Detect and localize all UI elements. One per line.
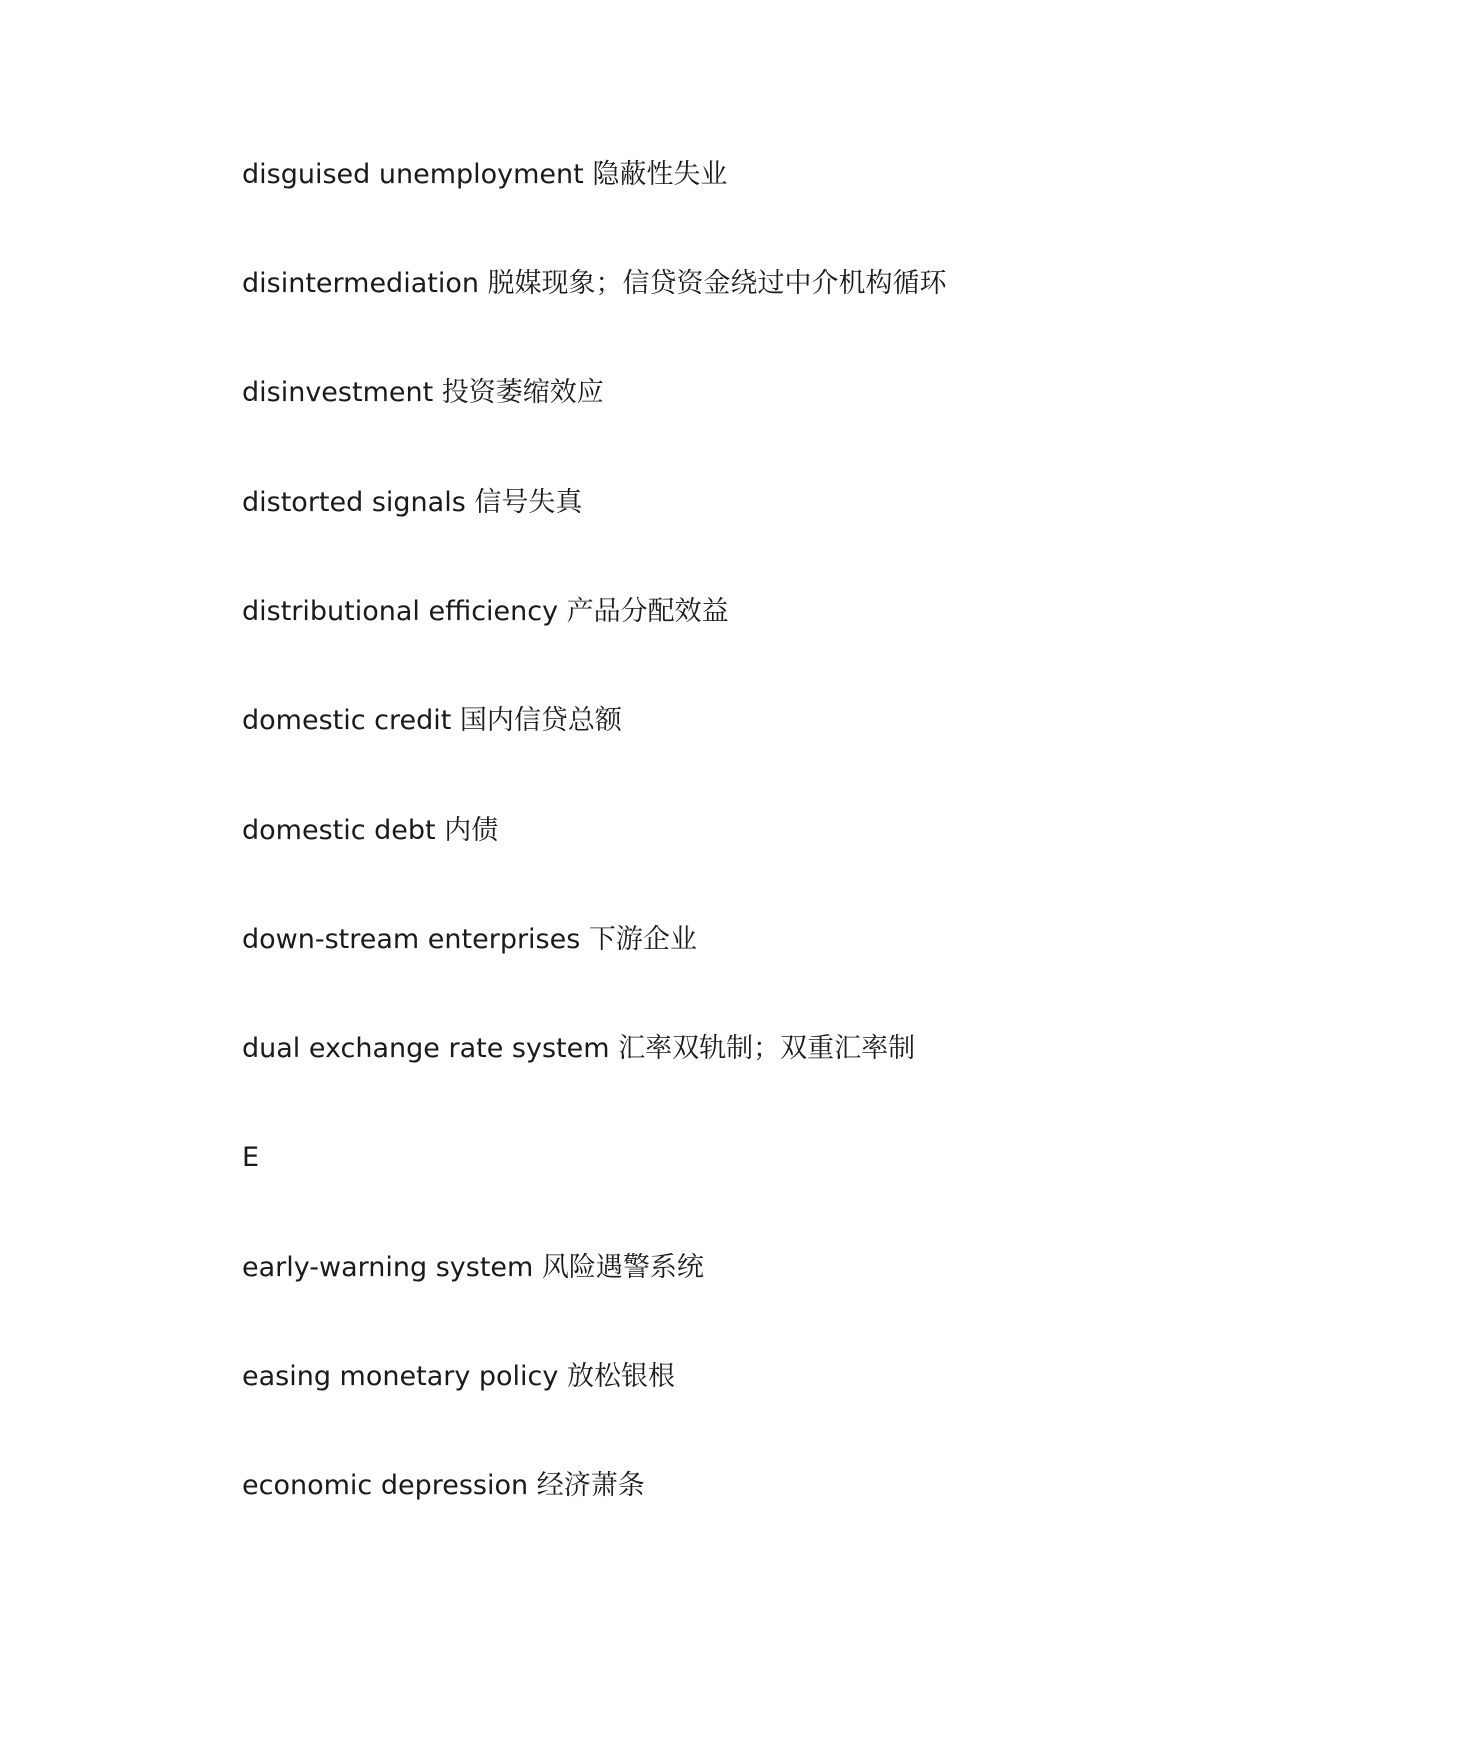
glossary-entry: disguised unemployment 隐蔽性失业 — [242, 159, 728, 190]
glossary-entry: domestic debt 内债 — [242, 815, 499, 846]
section-letter-heading: E — [242, 1142, 260, 1173]
glossary-entry: early-warning system 风险遇警系统 — [242, 1252, 704, 1283]
glossary-entry: domestic credit 国内信贷总额 — [242, 705, 622, 736]
glossary-entry: down-stream enterprises 下游企业 — [242, 924, 697, 955]
glossary-entry: distributional efficiency 产品分配效益 — [242, 596, 729, 627]
glossary-entry: distorted signals 信号失真 — [242, 487, 583, 518]
glossary-entry: easing monetary policy 放松银根 — [242, 1361, 675, 1392]
glossary-entry: disinvestment 投资萎缩效应 — [242, 377, 604, 408]
glossary-entry: disintermediation 脱媒现象；信贷资金绕过中介机构循环 — [242, 268, 947, 299]
glossary-entry: economic depression 经济萧条 — [242, 1470, 645, 1501]
glossary-entry: dual exchange rate system 汇率双轨制；双重汇率制 — [242, 1033, 916, 1064]
